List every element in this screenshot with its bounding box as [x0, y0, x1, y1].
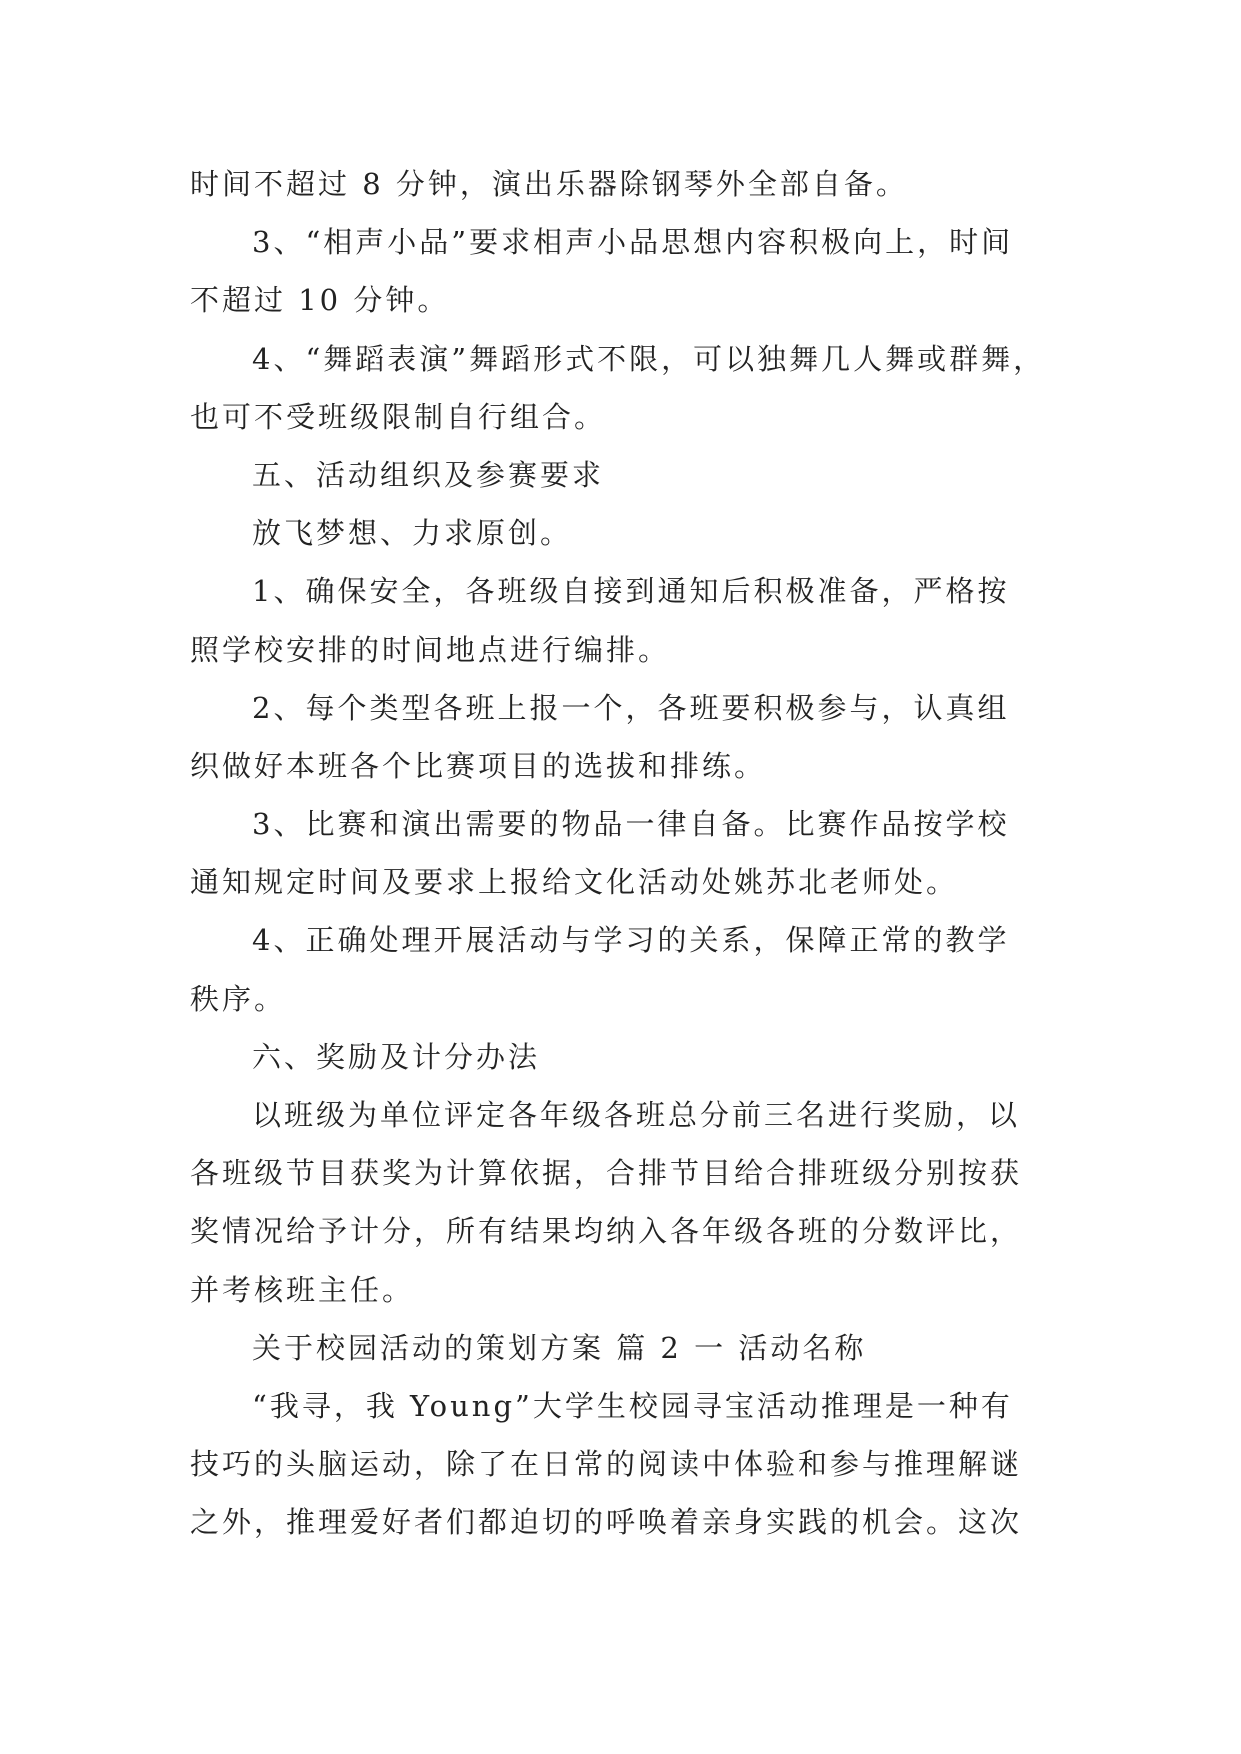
- text-line: 1、确保安全，各班级自接到通知后积极准备，严格按: [252, 574, 1010, 609]
- section-heading: 六、奖励及计分办法: [252, 1039, 541, 1074]
- text-line: 以班级为单位评定各年级各班总分前三名进行奖励，以: [252, 1098, 1021, 1132]
- text-line: 4、“舞蹈表演”舞蹈形式不限，可以独舞几人舞或群舞，: [252, 341, 1046, 376]
- text-line: 时间不超过 8 分钟，演出乐器除钢琴外全部自备。: [190, 167, 908, 201]
- text-line: 通知规定时间及要求上报给文化活动处姚苏北老师处。: [190, 865, 959, 900]
- text-line: 奖情况给予计分，所有结果均纳入各年级各班的分数评比，: [190, 1214, 1023, 1249]
- text-line: 3、“相声小品”要求相声小品思想内容积极向上，时间: [252, 225, 1014, 260]
- text-line: 放飞梦想、力求原创。: [252, 516, 573, 551]
- section-heading: 五、活动组织及参赛要求: [252, 457, 605, 492]
- section-heading: 关于校园活动的策划方案 篇 2 一 活动名称: [252, 1330, 867, 1365]
- text-line: “我寻，我 Young”大学生校园寻宝活动推理是一种有: [252, 1388, 1013, 1423]
- text-line: 并考核班主任。: [190, 1272, 415, 1307]
- text-line: 照学校安排的时间地点进行编排。: [190, 632, 671, 667]
- text-line: 4、正确处理开展活动与学习的关系，保障正常的教学: [252, 923, 1010, 958]
- text-line: 3、比赛和演出需要的物品一律自备。比赛作品按学校: [252, 807, 1010, 842]
- text-line: 织做好本班各个比赛项目的选拔和排练。: [190, 748, 767, 783]
- text-line: 2、每个类型各班上报一个，各班要积极参与，认真组: [252, 690, 1010, 725]
- document-body: [190, 155, 1060, 1552]
- text-line: 技巧的头脑运动，除了在日常的阅读中体验和参与推理解谜: [190, 1447, 1023, 1482]
- text-line: 各班级节目获奖为计算依据，合排节目给合排班级分别按获: [190, 1156, 1023, 1191]
- text-line: 之外，推理爱好者们都迫切的呼唤着亲身实践的机会。这次: [190, 1505, 1023, 1540]
- text-line: 秩序。: [190, 981, 287, 1016]
- text-line: 也可不受班级限制自行组合。: [190, 399, 607, 434]
- text-line: 不超过 10 分钟。: [190, 283, 450, 318]
